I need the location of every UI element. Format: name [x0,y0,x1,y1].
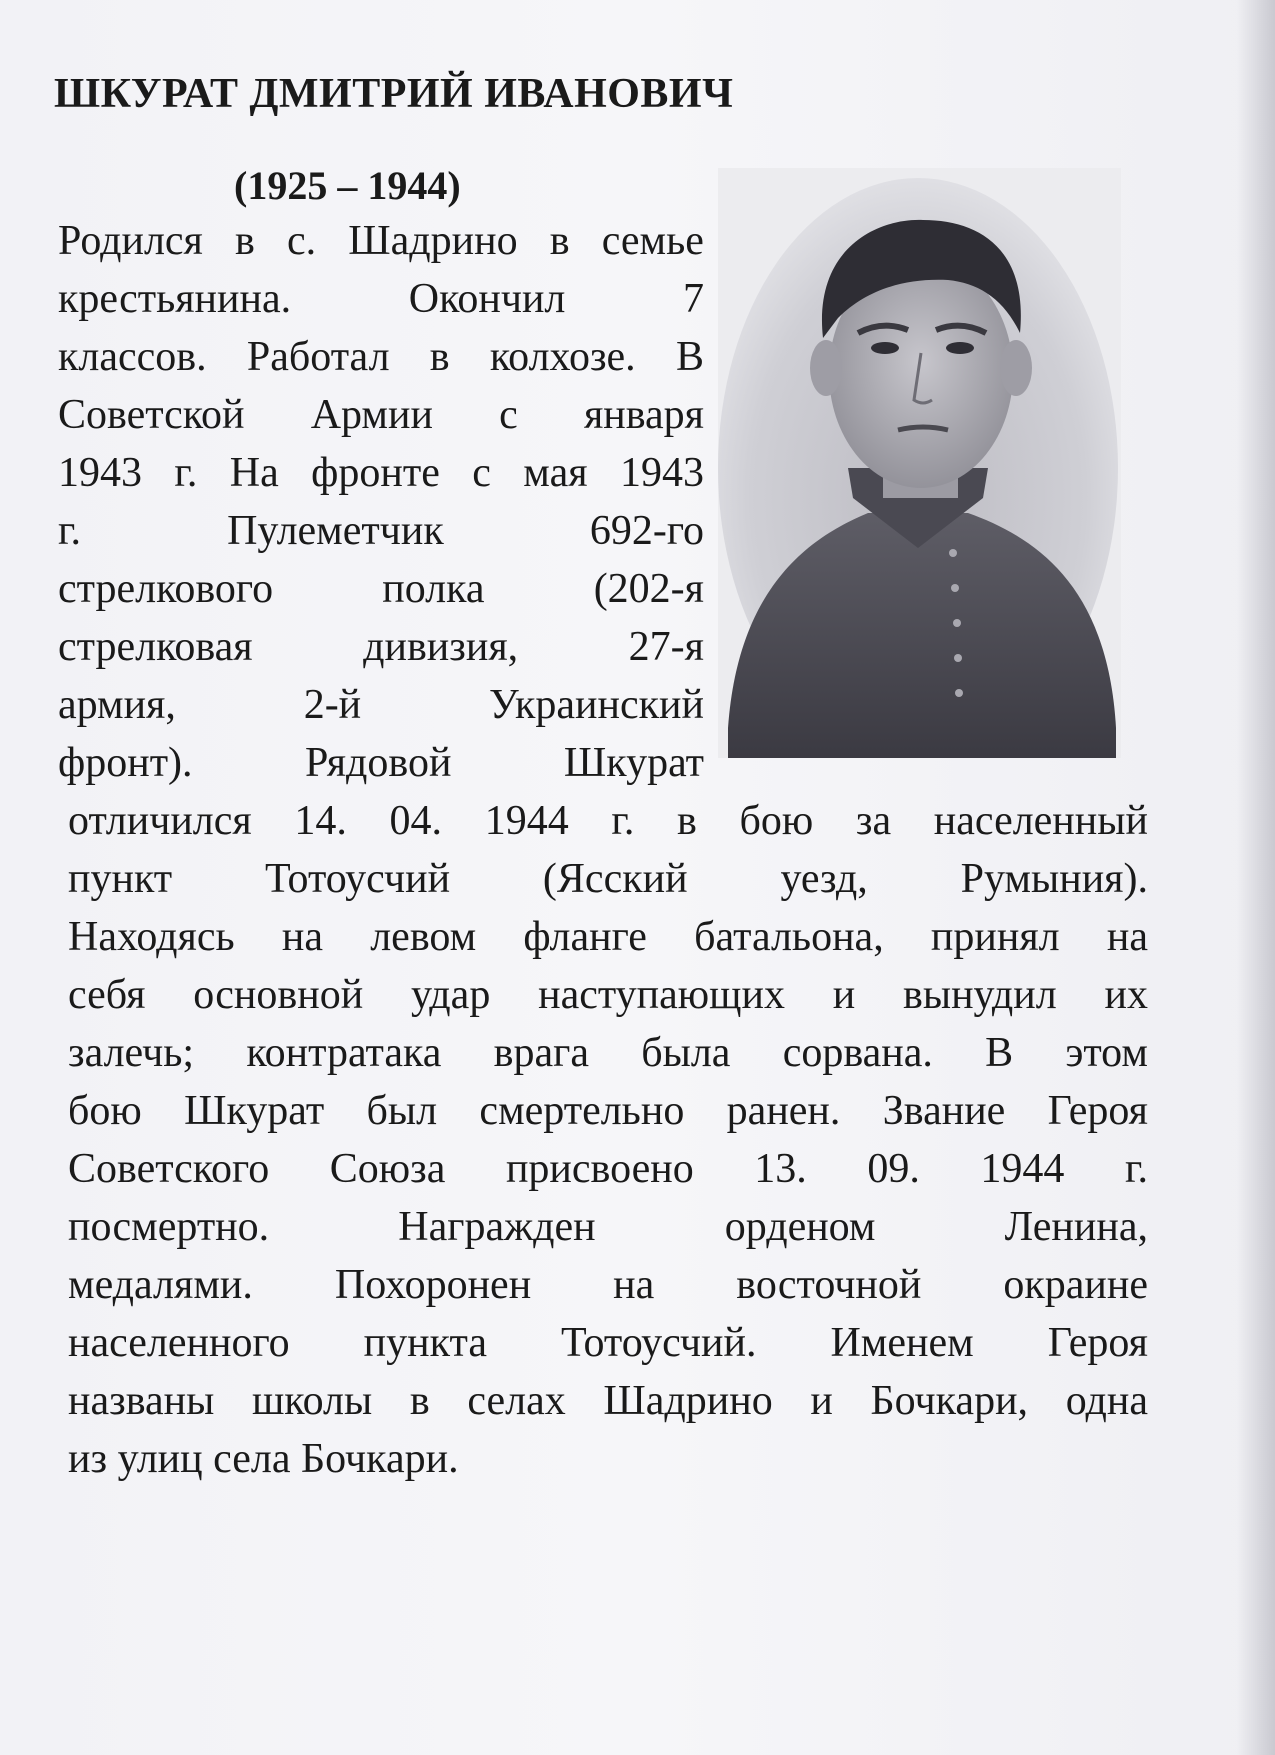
word: была [641,1030,731,1076]
word: наступающих [538,972,785,1018]
word: в [235,218,255,264]
word: посмертно. [68,1204,270,1250]
text-line [68,1372,1148,1430]
word: Тотоусчий. [560,1320,757,1366]
word: в [549,218,570,264]
word: Работал [246,334,390,380]
word: 1943 [619,450,704,496]
word: с. [287,218,317,264]
word: 04. [389,798,443,844]
word: школы [251,1378,373,1424]
text-line [68,1256,1148,1314]
word: Родился [58,218,203,264]
word: Армии [310,392,433,438]
word: (Ясский [542,856,688,902]
word: этом [1065,1030,1148,1076]
word: полка [382,566,485,612]
word: и [810,1378,833,1424]
word: левом [370,914,477,960]
word: вынудил [903,972,1057,1018]
word: удар [410,972,491,1018]
word: на [613,1262,655,1308]
text-line-content: из улиц села Бочкари. [68,1436,459,1482]
word: Окончил [408,276,566,322]
text-line [68,1430,1148,1488]
word: дивизия, [363,624,519,670]
word: 27-я [628,624,704,670]
word: крестьянина. [58,276,292,322]
word: названы [68,1378,215,1424]
word: Шадрино [348,218,518,264]
word: Именем [830,1320,974,1366]
word: Советской [58,392,245,438]
word: смертельно [479,1088,685,1134]
word: (202-я [593,566,704,612]
text-line [68,792,1148,850]
word: принял [930,914,1060,960]
word: г. [58,508,81,554]
word: орденом [724,1204,876,1250]
word: стрелковая [58,624,253,670]
word: Советского [68,1146,270,1192]
word: за [855,798,892,844]
word: Бочкари, [870,1378,1029,1424]
word: Рядовой [304,740,452,786]
word: января [583,392,704,438]
word: контратака [246,1030,442,1076]
word: Похоронен [334,1262,532,1308]
word: бою [739,798,814,844]
word: Героя [1047,1320,1148,1366]
word: отличился [68,798,252,844]
word: г. [174,450,198,496]
word: батальона, [694,914,884,960]
text-line [58,212,704,270]
word: Румыния). [960,856,1148,902]
word: основной [193,972,364,1018]
word: армия, [58,682,176,728]
word: классов. [58,334,207,380]
word: пункт [68,856,173,902]
word: 1944 [980,1146,1065,1192]
page-edge-shadow [1237,0,1275,1755]
word: Ленина, [1004,1204,1148,1250]
word: в [429,334,450,380]
word: Шкурат [184,1088,325,1134]
word: Героя [1047,1088,1148,1134]
word: стрелкового [58,566,274,612]
word: и [832,972,856,1018]
life-years: (1925 – 1944) [234,163,461,208]
word: сорвана. [782,1030,933,1076]
word: населенного [68,1320,290,1366]
word: с [472,450,491,496]
word: пункта [363,1320,487,1366]
word: Находясь [68,914,235,960]
text-line [68,1198,1148,1256]
word: Союза [329,1146,446,1192]
word: в [677,798,697,844]
word: на [281,914,323,960]
text-line [68,966,1148,1024]
word: 14. [294,798,347,844]
word: Тотоусчий [265,856,451,902]
word: В [985,1030,1014,1076]
text-line [68,1140,1148,1198]
word: 09. [867,1146,920,1192]
word: фланге [523,914,647,960]
word: окраине [1003,1262,1148,1308]
word: г. [1124,1146,1148,1192]
word: Звание [882,1088,1006,1134]
word: В [675,334,704,380]
word: 2-й [303,682,362,728]
word: населенный [933,798,1148,844]
text-line [58,502,704,560]
word: 1944 [484,798,569,844]
text-line [58,328,704,386]
word: одна [1065,1378,1148,1424]
word: 13. [754,1146,807,1192]
text-line [68,850,1148,908]
word: Награжден [398,1204,596,1250]
word: был [366,1088,438,1134]
text-line [58,734,704,792]
word: Украинский [488,682,704,728]
hero-name-heading: ШКУРАТ ДМИТРИЙ ИВАНОВИЧ [54,71,734,117]
word: уезд, [780,856,868,902]
word: На [229,450,279,496]
word: бою [68,1088,142,1134]
word: в [409,1378,430,1424]
word: колхозе. [489,334,636,380]
text-line [58,618,704,676]
word: фронт). [58,740,193,786]
word: залечь; [68,1030,195,1076]
text-line [68,1082,1148,1140]
text-line [68,1024,1148,1082]
word: с [499,392,518,438]
portrait-photo [718,168,1121,758]
word: 692-го [589,508,704,554]
text-line [58,560,704,618]
word: 7 [683,276,704,322]
text-line [68,1314,1148,1372]
word: мая [523,450,588,496]
word: ранен. [726,1088,841,1134]
word: 1943 [58,450,142,496]
text-line [58,386,704,444]
portrait-photo-icon [718,168,1121,758]
word: врага [493,1030,590,1076]
text-line [58,676,704,734]
word: г. [611,798,635,844]
word: Пулеметчик [227,508,444,554]
text-line [58,444,704,502]
word: присвоено [505,1146,694,1192]
word: Шадрино [603,1378,773,1424]
word: себя [68,972,146,1018]
word: восточной [736,1262,922,1308]
word: на [1106,914,1148,960]
text-line [58,270,704,328]
word: их [1104,972,1148,1018]
word: семье [601,218,704,264]
text-line [68,908,1148,966]
word: фронте [311,450,440,496]
word: селах [467,1378,566,1424]
word: медалями. [68,1262,253,1308]
word: Шкурат [563,740,704,786]
